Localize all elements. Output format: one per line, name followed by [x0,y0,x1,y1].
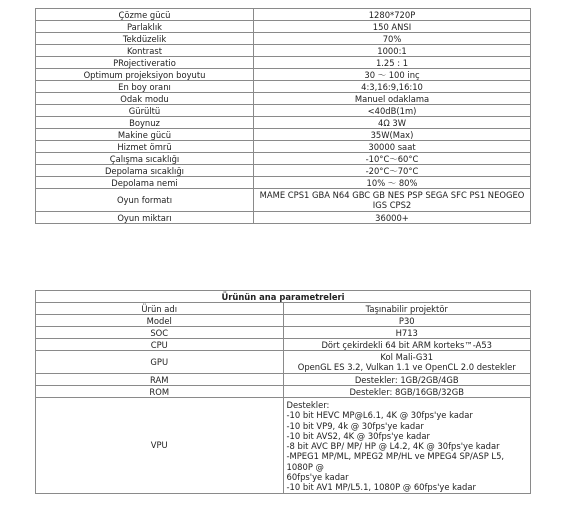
spec-label: GPU [36,351,284,374]
table-row [36,374,531,386]
spec-label: Boynuz [36,117,254,129]
spec-value: MAME CPS1 GBA N64 GBC GB NES PSP SEGA SFC PS1 NEOGEO IGS CPS2 [254,189,531,212]
table-row [36,339,531,351]
vpu-line: Destekler: [286,400,330,410]
spec-value: 35W(Max) [254,129,531,141]
vpu-line: -10 bit VP9, 4k @ 30fps'ye kadar [286,420,424,431]
params-title-row [36,291,531,303]
spec-label: SOC [36,327,284,339]
spec-label: Oyun formatı [36,189,254,212]
spec-value: Taşınabilir projektör [283,303,531,315]
spec-label: Kontrast [36,45,254,57]
spec-label: ROM [36,386,284,398]
spec-value: Dört çekirdekli 64 bit ARM korteks™-A53 [283,339,531,351]
spec-label: Çalışma sıcaklığı [36,153,254,165]
table-row [36,105,531,117]
spec-value: 4Ω 3W [254,117,531,129]
table-row [36,81,531,93]
spec-label: Gürültü [36,105,254,117]
table-row [36,141,531,153]
spec-value: 30000 saat [254,141,531,153]
spec-value: P30 [283,315,531,327]
spec-label: Çözme gücü [36,9,254,21]
table-row [36,315,531,327]
spec-value: Destekler: 8GB/16GB/32GB [283,386,531,398]
table-row [36,45,531,57]
table-row [36,93,531,105]
spec-value: 1.25 : 1 [254,57,531,69]
table-row [36,117,531,129]
spec-label: Hizmet ömrü [36,141,254,153]
vpu-support-list [283,398,531,494]
vpu-line: 60fps'ye kadar [286,472,349,483]
spec-value: 70% [254,33,531,45]
table-row [36,9,531,21]
gpu-line-2: OpenGL ES 3.2, Vulkan 1.1 ve OpenCL 2.0 destekler [297,362,516,372]
spec-value [283,351,531,374]
table-row [36,33,531,45]
spec-label: Ürün adı [36,303,284,315]
gpu-line-1: Kol Mali-G31 [380,351,434,362]
vpu-line: -10 bit AV1 MP/L5.1, 1080P @ 60fps'ye kadar [286,482,476,493]
spec-label: Tekdüzelik [36,33,254,45]
main-params-table [35,290,531,494]
table-row [36,57,531,69]
spec-value: -20°C～70°C [254,165,531,177]
spec-label: Parlaklık [36,21,254,33]
spec-label: CPU [36,339,284,351]
spec-value: 150 ANSI [254,21,531,33]
spec-label: Optimum projeksiyon boyutu [36,69,254,81]
spec-value: Manuel odaklama [254,93,531,105]
spec-value: 30 ～ 100 inç [254,69,531,81]
table-row [36,165,531,177]
spec-value: 1000:1 [254,45,531,57]
spec-value: H713 [283,327,531,339]
spec-label: Makine gücü [36,129,254,141]
table-row [36,303,531,315]
params-title: Ürünün ana parametreleri [36,291,531,303]
spec-value: Destekler: 1GB/2GB/4GB [283,374,531,386]
table-row [36,21,531,33]
vpu-line: -MPEG1 MP/ML, MPEG2 MP/HL ve MPEG4 SP/ASP L5, 1080P @ [286,451,505,472]
specs-table [35,8,531,224]
spec-label: Odak modu [36,93,254,105]
vpu-line: -10 bit AVS2, 4K @ 30fps'ye kadar [286,430,430,441]
spec-label: En boy oranı [36,81,254,93]
table-row [36,177,531,189]
table-row [36,69,531,81]
spec-label: RAM [36,374,284,386]
spec-label: Model [36,315,284,327]
table-row [36,327,531,339]
table-row [36,153,531,165]
spec-value: 36000+ [254,212,531,224]
spec-label: Depolama sıcaklığı [36,165,254,177]
vpu-line: -10 bit HEVC MP@L6.1, 4K @ 30fps'ye kadar [286,410,473,421]
vpu-line: -8 bit AVC BP/ MP/ HP @ L4.2, 4K @ 30fps'ye kadar [286,441,500,452]
table-row [36,189,531,212]
table-row-gpu [36,351,531,374]
spec-label: PRojectiveratio [36,57,254,69]
spec-value: 10% ～ 80% [254,177,531,189]
table-row [36,212,531,224]
spec-label: Depolama nemi [36,177,254,189]
spec-label: Oyun miktarı [36,212,254,224]
spec-value: <40dB(1m) [254,105,531,117]
table-row [36,386,531,398]
table-row [36,129,531,141]
spec-label: VPU [36,398,284,494]
spec-value: -10°C～60°C [254,153,531,165]
table-row-vpu [36,398,531,494]
spec-value: 1280*720P [254,9,531,21]
spec-value: 4:3,16:9,16:10 [254,81,531,93]
